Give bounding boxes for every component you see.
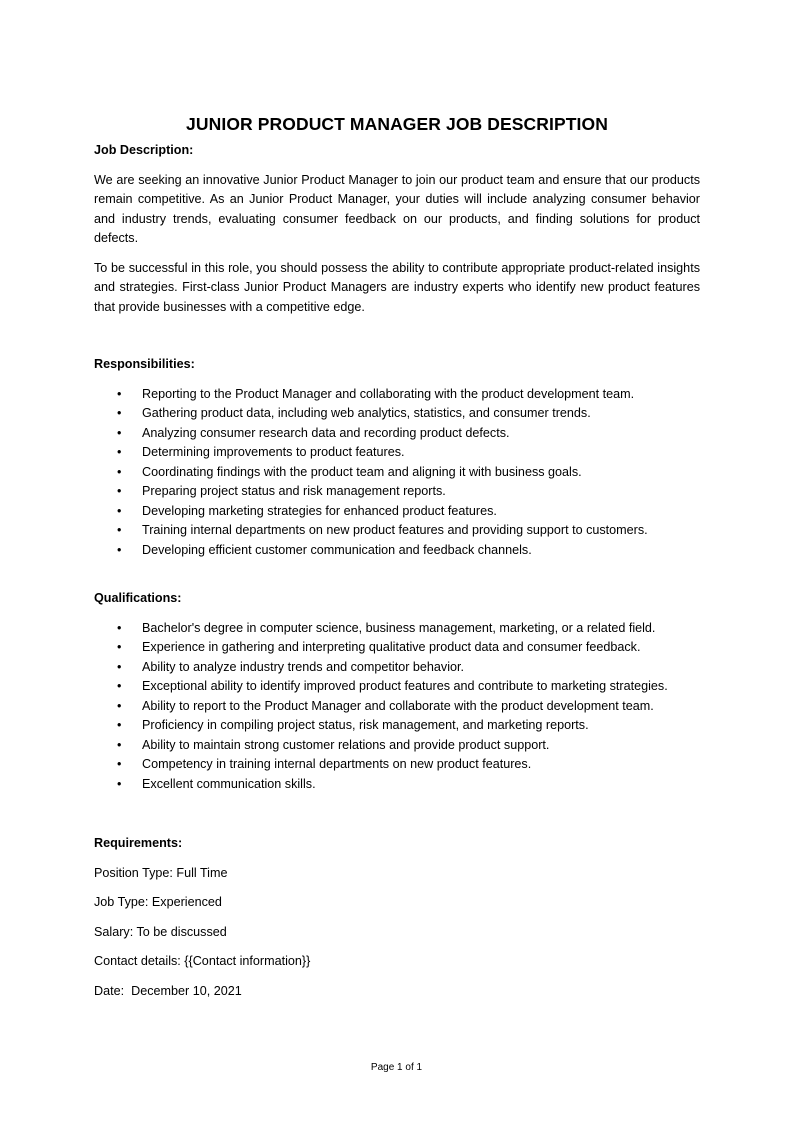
bullet-glyph: • [117, 445, 122, 459]
requirement-salary: Salary: To be discussed [94, 924, 227, 939]
list-item-text: Determining improvements to product features. [142, 445, 405, 459]
list-item-text: Exceptional ability to identify improved product features and contribute to marketing strategies. [142, 679, 668, 693]
list-item [94, 619, 700, 639]
bullet-glyph: • [117, 386, 122, 401]
list-item-text: Analyzing consumer research data and recording product defects. [142, 425, 510, 440]
job-description-paragraph-1: We are seeking an innovative Junior Product Manager to join our product team and ensure that our products remain competitive. As an Junior Product Manager, your duties will include analyzing consumer behavior and industry trends, evaluating consumer feedback on our products, and finding solutions for product defects. [94, 172, 700, 245]
qualifications-heading: Qualifications: [94, 591, 182, 605]
list-item [94, 502, 700, 522]
list-item [94, 658, 700, 678]
list-item [94, 775, 700, 795]
qualifications-list [94, 619, 700, 795]
list-item-text: Competency in training internal departments on new product features. [142, 757, 532, 771]
requirement-date: Date: December 10, 2021 [94, 983, 242, 998]
bullet-glyph: • [117, 698, 122, 713]
list-item [94, 697, 700, 717]
list-item-text: Bachelor's degree in computer science, business management, marketing, or a related field. [142, 620, 656, 635]
bullet-glyph: • [117, 737, 122, 752]
requirements-heading: Requirements: [94, 836, 183, 850]
list-item [94, 541, 700, 561]
document-title: JUNIOR PRODUCT MANAGER JOB DESCRIPTION [186, 114, 608, 134]
list-item-text: Developing efficient customer communication and feedback channels. [142, 542, 532, 557]
responsibilities-list [94, 385, 700, 561]
responsibilities-heading: Responsibilities: [94, 357, 195, 371]
list-item-text: Coordinating findings with the product team and aligning it with business goals. [142, 464, 582, 479]
list-item-text: Ability to report to the Product Manager and collaborate with the product development team. [142, 698, 654, 713]
list-item [94, 424, 700, 444]
bullet-glyph: • [117, 523, 122, 537]
bullet-glyph: • [117, 406, 122, 420]
document-content [94, 113, 700, 1001]
job-description-heading: Job Description: [94, 143, 194, 157]
list-item [94, 521, 700, 541]
bullet-glyph: • [117, 542, 122, 557]
requirement-contact-details: Contact details: {{Contact information}} [94, 954, 311, 968]
bullet-glyph: • [117, 484, 122, 498]
list-item [94, 482, 700, 502]
list-item-text: Ability to maintain strong customer relations and provide product support. [142, 737, 550, 752]
bullet-glyph: • [117, 464, 122, 479]
list-item-text: Experience in gathering and interpreting qualitative product data and consumer feedback. [142, 640, 641, 654]
list-item [94, 755, 700, 775]
bullet-glyph: • [117, 620, 122, 635]
list-item-text: Training internal departments on new product features and providing support to customers. [142, 523, 648, 537]
bullet-glyph: • [117, 503, 122, 518]
list-item-text: Gathering product data, including web analytics, statistics, and consumer trends. [142, 406, 591, 420]
bullet-glyph: • [117, 757, 122, 771]
job-description-paragraph-2: To be successful in this role, you should possess the ability to contribute appropriate product-related insights and strategies. First-class Junior Product Managers are industry experts who identify new product features that provide businesses with a competitive edge. [94, 260, 700, 314]
bullet-glyph: • [117, 718, 122, 732]
requirement-job-type: Job Type: Experienced [94, 895, 222, 909]
list-item [94, 385, 700, 405]
list-item [94, 463, 700, 483]
list-item [94, 716, 700, 736]
bullet-glyph: • [117, 679, 122, 693]
list-item [94, 443, 700, 463]
list-item-text: Preparing project status and risk management reports. [142, 484, 446, 498]
bullet-glyph: • [117, 776, 122, 791]
list-item [94, 677, 700, 697]
list-item-text: Ability to analyze industry trends and competitor behavior. [142, 659, 465, 674]
list-item-text: Proficiency in compiling project status, risk management, and marketing reports. [142, 718, 589, 732]
requirement-position-type: Position Type: Full Time [94, 865, 228, 880]
bullet-glyph: • [117, 425, 122, 440]
page-number-footer: Page 1 of 1 [370, 1062, 423, 1073]
bullet-glyph: • [117, 659, 122, 674]
list-item [94, 736, 700, 756]
bullet-glyph: • [117, 640, 122, 654]
list-item [94, 638, 700, 658]
list-item-text: Developing marketing strategies for enhanced product features. [142, 503, 497, 518]
list-item-text: Excellent communication skills. [142, 776, 316, 791]
list-item [94, 404, 700, 424]
list-item-text: Reporting to the Product Manager and collaborating with the product development team. [142, 386, 635, 401]
